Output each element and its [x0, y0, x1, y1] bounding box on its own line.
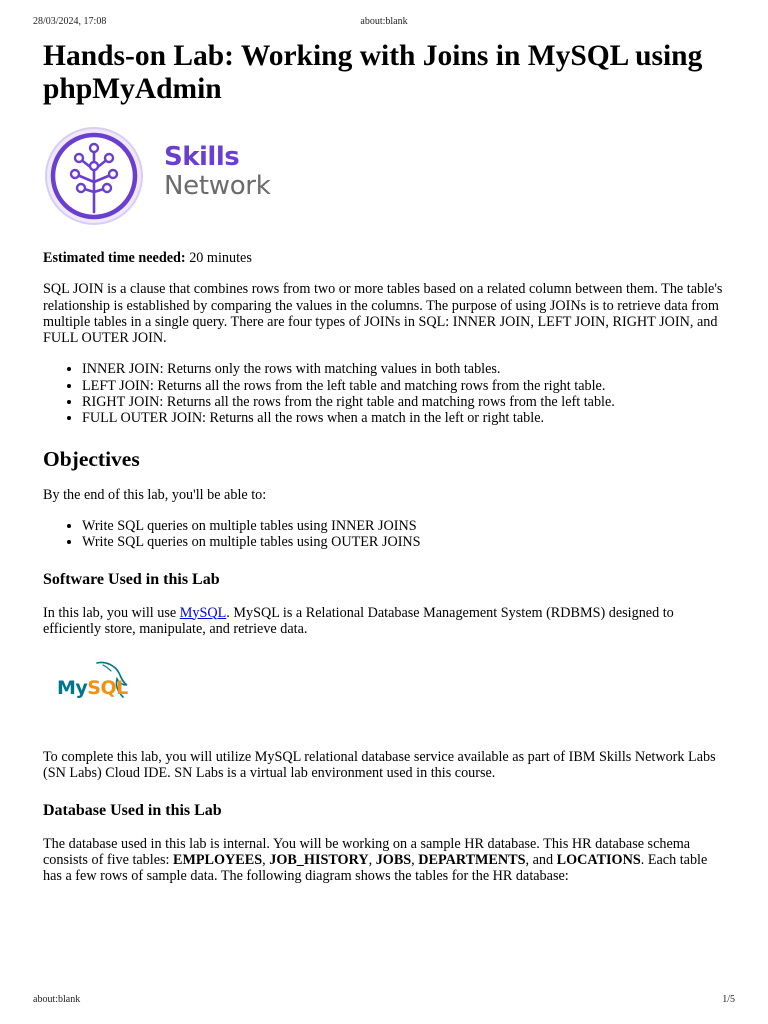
separator: , [262, 852, 270, 869]
list-item: • RIGHT JOIN: Returns all the rows from the right table and matching rows from the left table. [82, 394, 725, 410]
print-footer-url: about:blank [33, 994, 81, 1005]
print-header-url: about:blank [360, 16, 408, 27]
estimated-time-value: 20 minutes [185, 250, 252, 266]
database-text-1: The database used in this lab is internal. You will be working on a sample HR database. This HR database schema consists of five tables: [43, 835, 691, 869]
list-item: • INNER JOIN: Returns only the rows with matching values in both tables. [82, 361, 725, 377]
logo-skills-text: Skills [164, 142, 240, 172]
list-item: • LEFT JOIN: Returns all the rows from the left table and matching rows from the right table. [82, 378, 725, 394]
print-header-datetime: 28/03/2024, 17:08 [33, 16, 107, 27]
separator: , [411, 852, 419, 869]
complete-paragraph: To complete this lab, you will utilize MySQL relational database service available as part of IBM Skills Network Labs (SN Labs) Cloud IDE. SN Labs is a virtual lab environment used in this course. [43, 749, 716, 782]
skills-network-tree-icon [43, 126, 147, 226]
database-paragraph [43, 836, 725, 885]
software-paragraph [43, 605, 725, 638]
logo-network-text: Network [164, 171, 271, 201]
mysql-wordmark-my: My [57, 677, 88, 700]
mysql-wordmark-sql: SQL [87, 677, 128, 700]
software-text-before: In this lab, you will use [43, 604, 180, 621]
table-name-locations: LOCATIONS [556, 852, 641, 869]
objectives-list [43, 518, 725, 551]
mysql-link[interactable]: MySQL [179, 604, 227, 621]
document-body [43, 40, 725, 885]
mysql-logo [57, 657, 725, 719]
database-heading: Database Used in this Lab [43, 801, 222, 819]
separator: , and [525, 852, 557, 869]
estimated-time-label: Estimated time needed: [43, 250, 186, 266]
objectives-heading: Objectives [43, 446, 140, 471]
print-footer-page: 1/5 [722, 994, 735, 1005]
database-text-2: . Each table has a few rows of sample data. The following diagram shows the tables for the HR database: [43, 852, 708, 885]
table-name-job-history: JOB_HISTORY [269, 852, 369, 869]
table-name-employees: EMPLOYEES [173, 852, 263, 869]
table-name-jobs: JOBS [375, 852, 412, 869]
table-name-departments: DEPARTMENTS [418, 852, 526, 869]
list-item: • FULL OUTER JOIN: Returns all the rows when a match in the left or right table. [82, 410, 725, 426]
mysql-wordmark [57, 677, 128, 699]
join-types-list [43, 361, 725, 426]
skills-network-wordmark [164, 143, 270, 201]
objectives-intro: By the end of this lab, you'll be able to: [43, 486, 267, 503]
software-heading: Software Used in this Lab [43, 570, 220, 588]
page-title: Hands-on Lab: Working with Joins in MySQL using phpMyAdmin [43, 40, 703, 105]
estimated-time [43, 250, 725, 266]
list-item: • Write SQL queries on multiple tables using OUTER JOINS [82, 534, 725, 550]
software-text-after: . MySQL is a Relational Database Management System (RDBMS) designed to efficiently store, manipulate, and retrieve data. [43, 604, 674, 637]
separator: , [368, 852, 376, 869]
intro-paragraph: SQL JOIN is a clause that combines rows from two or more tables based on a related column between them. The table's relationship is established by comparing the values in the columns. The purpose of using JOINs is to retrieve data from multiple tables in a single query. There are four types of JOINs in SQL: INNER JOIN, LEFT JOIN, RIGHT JOIN, and FULL OUTER JOIN. [43, 281, 723, 347]
list-item: • Write SQL queries on multiple tables using INNER JOINS [82, 518, 725, 534]
skills-network-logo [43, 126, 725, 230]
